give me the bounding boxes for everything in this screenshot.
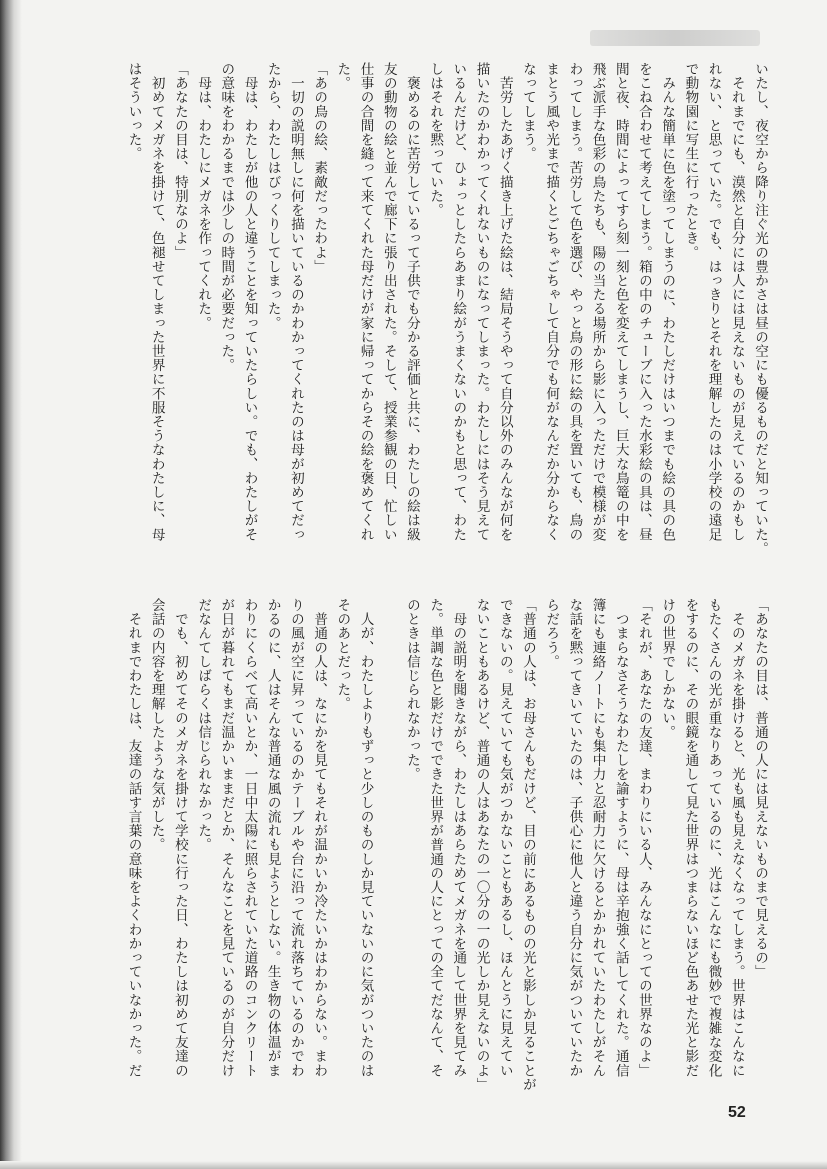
text-block-bottom: 「あなたの目は、普通の人には見えないものまで見えるの」 そのメガネを掛けると、光も風も見えなくなってしまう。世界はこんなに もたくさんの光が重なりあっているのに、光はこんなにも微妙で複雑な変化 をするのに、その眼鏡を通して見た世界はつまらないほど色あせた光と影だ けの世界でしかない。 「それが、あなたの友達、まわりにいる人、みんなにとっての世界なのよ」 つまらなさそうなわたしを諭すように、母は辛抱強く話してくれた。通信 簿にも連絡ノートにも集中力と忍耐力に欠けるとかかれていたわたしがそん な話を黙ってきいていたのは、子供心に他人と違う自分に気がついていたか らだろう。 「普通の人は、お母さんもだけど、目の前にあるものの光と影しか見ることが できないの。見えていても気がつかないこともあるし、ほんとうに見えてい ないこともあるけど、普通の人はあなたの一〇分の一の光しか見えないのよ」 母の説明を聞きながら、わたしはあらためてメガネを通して世界を見てみ た。単調な色と影だけでできた世界が普通の人にとっての全てだなんて、そ のときは信じられなかった。 人が、わたしよりもずっと少しのものしか見ていないのに気がついたのは そのあとだった。 普通の人は、なにかを見てもそれが温かいか冷たいかはわからない。まわ りの風が空に昇っているのかテーブルや台に沿って流れ落ちているのかでわ かるのに、人はそんな普通な風の流れも見ようとしない。生き物の体温がま わりにくらべて高いとか、一日中太陽に照らされていた道路のコンクリート が日が暮れてもまだ温かいままだとか、そんなことを見ているのが自分だけ だなんてしばらくは信じられなかった。 でも、初めてそのメガネを掛けて学校に行った日、わたしは初めて友達の 会話の内容を理解したような気がした。 それまでわたしは、友達の話す言葉の意味をよくわかっていなかった。だ bbox=[125, 598, 768, 1092]
page-bottom-edge bbox=[0, 1161, 827, 1169]
page-binding-shadow bbox=[0, 0, 22, 1169]
page-number: 52 bbox=[728, 1104, 746, 1121]
running-header-mark bbox=[590, 30, 760, 46]
text-block-top: いたし、夜空から降り注ぐ光の豊かさは昼の空にも優るものだと知っていた。 それまでにも、漠然と自分には人には見えないものが見えているのかもし れない、と思っていた。でも、はっきりとそれを理解したのは小学校の遠足 で動物園に写生に行ったとき。 みんな簡単に色を塗ってしまうのに、わたしだけはいつまでも絵の具の色 をこね合わせて考えてしまう。箱の中のチューブに入った水彩絵の具は、昼 間と夜、時間によってすら刻一刻と色を変えてしまうし、巨大な鳥篭の中を 飛ぶ派手な色彩の鳥たちも、陽の当たる場所から影に入っただけで模様が変 わってしまう。苦労して色を選び、やっと鳥の形に絵の具を置いても、鳥の まとう風や光まで描くとごちゃごちゃして自分でも何がなんだか分からなく なってしまう。 苦労したあげく描き上げた絵は、結局そうやって自分以外のみんなが何を 描いたのかわかってくれないものになってしまった。わたしにはそう見えて いるんだけど、ひょっとしたらあまり絵がうまくないのかもと思って、わた しはそれを黙っていた。 褒めるのに苦労しているって子供でも分かる評価と共に、わたしの絵は級 友の動物の絵と並んで廊下に張り出された。そして、授業参観の日、忙しい 仕事の合間を縫って来てくれた母だけが家に帰ってからその絵を褒めてくれ た。 「あの鳥の絵、素敵だったわよ」 一切の説明無しに何を描いているのかわかってくれたのは母が初めてだっ たから、わたしはびっくりしてしまった。 母は、わたしが他の人と違うことを知っていたらしい。でも、わたしがそ の意味をわかるまでは少しの時間が必要だった。 母は、わたしにメガネを作ってくれた。 「あなたの目は、特別なのよ」 初めてメガネを掛けて、色褪せてしまった世界に不服そうなわたしに、母 はそういった。 bbox=[125, 62, 768, 556]
